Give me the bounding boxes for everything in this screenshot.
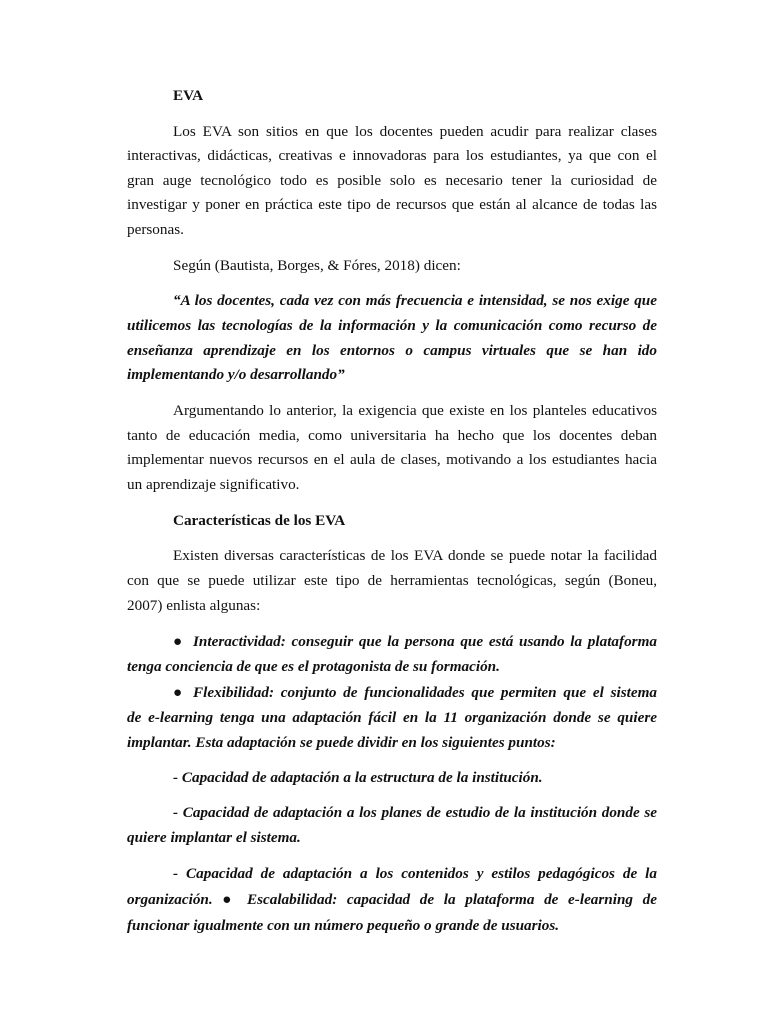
paragraph-line: tanto de educación media, como universitaria ha hecho que los docentes deban — [127, 427, 657, 444]
paragraph-line: Los EVA son sitios en que los docentes pueden acudir para realizar clases — [173, 123, 657, 140]
bullet-line — [127, 633, 657, 651]
dash-line: - Capacidad de adaptación a los planes de estudio de la institución donde se — [173, 804, 657, 821]
bullet-icon: ● — [173, 684, 183, 701]
quote-line: enseñanza aprendizaje en los entornos o campus virtuales que se han ido — [127, 342, 657, 359]
bullet-line: tenga conciencia de que es el protagonista de su formación. — [127, 658, 500, 675]
paragraph-line: con que se puede utilizar este tipo de herramientas tecnológicas, según (Boneu, — [127, 572, 657, 589]
citation-intro: Según (Bautista, Borges, & Fóres, 2018) dicen: — [173, 257, 461, 274]
paragraph-line: un aprendizaje significativo. — [127, 476, 300, 493]
dash-line: organización. ● Escalabilidad: capacidad de la plataforma de e-learning de — [127, 891, 657, 908]
bullet-line: implantar. Esta adaptación se puede dividir en los siguientes puntos: — [127, 734, 556, 751]
bullet-line: de e-learning tenga una adaptación fácil en la 11 organización donde se quiere — [127, 709, 657, 726]
quote-line: implementando y/o desarrollando” — [127, 366, 345, 383]
paragraph-line: implementar nuevos recursos en el aula de clases, motivando a los estudiantes hacia — [127, 451, 657, 468]
dash-line: quiere implantar el sistema. — [127, 829, 301, 846]
section-heading-eva: EVA — [173, 87, 204, 104]
quote-line: utilicemos las tecnologías de la información y la comunicación como recurso de — [127, 317, 657, 334]
bullet-text: Interactividad: conseguir que la persona que está usando la plataforma — [193, 633, 657, 650]
paragraph-line: investigar y poner en práctica este tipo de recursos que están al alcance de todas las — [127, 196, 657, 213]
paragraph-line: 2007) enlista algunas: — [127, 597, 261, 614]
paragraph-line: Argumentando lo anterior, la exigencia que existe en los planteles educativos — [173, 402, 657, 419]
bullet-icon: ● — [173, 633, 183, 650]
dash-line: - Capacidad de adaptación a los contenidos y estilos pedagógicos de la — [173, 865, 657, 882]
section-heading-caracteristicas: Características de los EVA — [173, 512, 346, 529]
quote-line: “A los docentes, cada vez con más frecuencia e intensidad, se nos exige que — [173, 292, 657, 309]
paragraph-line: interactivas, didácticas, creativas e innovadoras para los estudiantes, ya que con el — [127, 147, 657, 164]
dash-line: funcionar igualmente con un número pequeño o grande de usuarios. — [127, 917, 560, 934]
bullet-text: Flexibilidad: conjunto de funcionalidades que permiten que el sistema — [193, 684, 657, 701]
dash-item-estructura: - Capacidad de adaptación a la estructura de la institución. — [173, 769, 543, 786]
paragraph-line: Existen diversas características de los EVA donde se puede notar la facilidad — [173, 547, 657, 564]
paragraph-line: personas. — [127, 221, 184, 238]
bullet-line — [127, 684, 657, 702]
paragraph-line: gran auge tecnológico todo es posible solo es necesario tener la curiosidad de — [127, 172, 657, 189]
